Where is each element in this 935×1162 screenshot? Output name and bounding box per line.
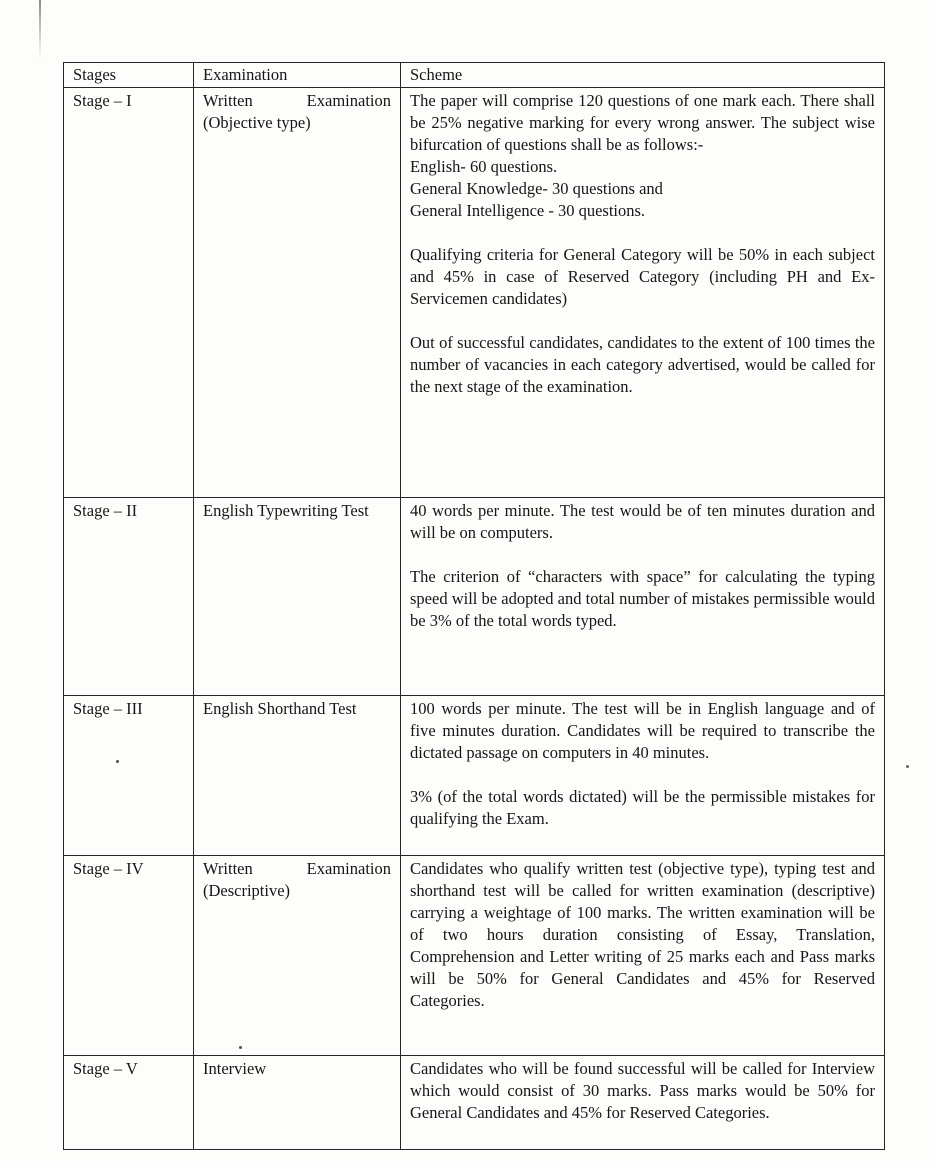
- header-examination: Examination: [194, 63, 401, 88]
- stage-cell: Stage – II: [64, 498, 194, 696]
- scheme-cell: [401, 88, 885, 498]
- scheme-paragraph: Out of successful candidates, candidates to the extent of 100 times the number of vacancies in each category advertised, would be called for the next stage of the examination.: [410, 333, 875, 396]
- scheme-cell: [401, 498, 885, 696]
- scan-edge-artifact: [39, 0, 41, 58]
- table-header-row: [64, 63, 885, 88]
- header-scheme: Scheme: [401, 63, 885, 88]
- stage-cell: Stage – I: [64, 88, 194, 498]
- blank-line: [410, 310, 875, 332]
- table-row: [64, 696, 885, 856]
- scheme-paragraph: 3% (of the total words dictated) will be the permissible mistakes for qualifying the Exam.: [410, 787, 875, 828]
- table-row: [64, 856, 885, 1056]
- scheme-paragraph: The criterion of “characters with space” for calculating the typing speed will be adopted and total number of mistakes permissible would be 3% of the total words typed.: [410, 567, 875, 630]
- examination-cell: English Shorthand Test: [194, 696, 401, 856]
- scheme-cell: [401, 1056, 885, 1150]
- scheme-paragraph: Candidates who qualify written test (objective type), typing test and shorthand test will be called for written examination (descriptive) carrying a weightage of 100 marks. The written examination will be of two hours duration consisting of Essay, Translation, Comprehension and Letter writing of 25 marks each and Pass marks will be 50% for General Candidates and 45% for Reserved Categories.: [410, 859, 875, 1010]
- blank-line: [410, 222, 875, 244]
- blank-line: [410, 764, 875, 786]
- scheme-paragraph: Qualifying criteria for General Category will be 50% in each subject and 45% in case of Reserved Category (including PH and Ex-Servicemen candidates): [410, 245, 875, 308]
- scheme-line: General Knowledge- 30 questions and: [410, 179, 663, 198]
- scheme-paragraph: 100 words per minute. The test will be in English language and of five minutes duration. Candidates will be required to transcribe the dictated passage on computers in 40 minutes.: [410, 699, 875, 762]
- examination-cell: Interview: [194, 1056, 401, 1150]
- stage-cell: Stage – V: [64, 1056, 194, 1150]
- table-row: [64, 498, 885, 696]
- table-row: [64, 88, 885, 498]
- scheme-paragraph: 40 words per minute. The test would be of ten minutes duration and will be on computers.: [410, 501, 875, 542]
- blank-line: [410, 544, 875, 566]
- stage-cell: Stage – III: [64, 696, 194, 856]
- scheme-line: English- 60 questions.: [410, 157, 558, 176]
- examination-cell: Written Examination (Descriptive): [194, 856, 401, 1056]
- header-stages: Stages: [64, 63, 194, 88]
- scheme-cell: [401, 696, 885, 856]
- examination-cell: Written Examination (Objective type): [194, 88, 401, 498]
- stage-cell: Stage – IV: [64, 856, 194, 1056]
- scheme-paragraph: Candidates who will be found successful will be called for Interview which would consist of 30 marks. Pass marks would be 50% for General Candidates and 45% for Reserved Categories.: [410, 1059, 875, 1122]
- scan-speck: [906, 765, 909, 768]
- exam-stages-table: [63, 62, 885, 1150]
- examination-cell: English Typewriting Test: [194, 498, 401, 696]
- scheme-line: General Intelligence - 30 questions.: [410, 201, 646, 220]
- scheme-cell: [401, 856, 885, 1056]
- table-row: [64, 1056, 885, 1150]
- scheme-paragraph: The paper will comprise 120 questions of one mark each. There shall be 25% negative marking for every wrong answer. The subject wise bifurcation of questions shall be as follows:-: [410, 91, 875, 154]
